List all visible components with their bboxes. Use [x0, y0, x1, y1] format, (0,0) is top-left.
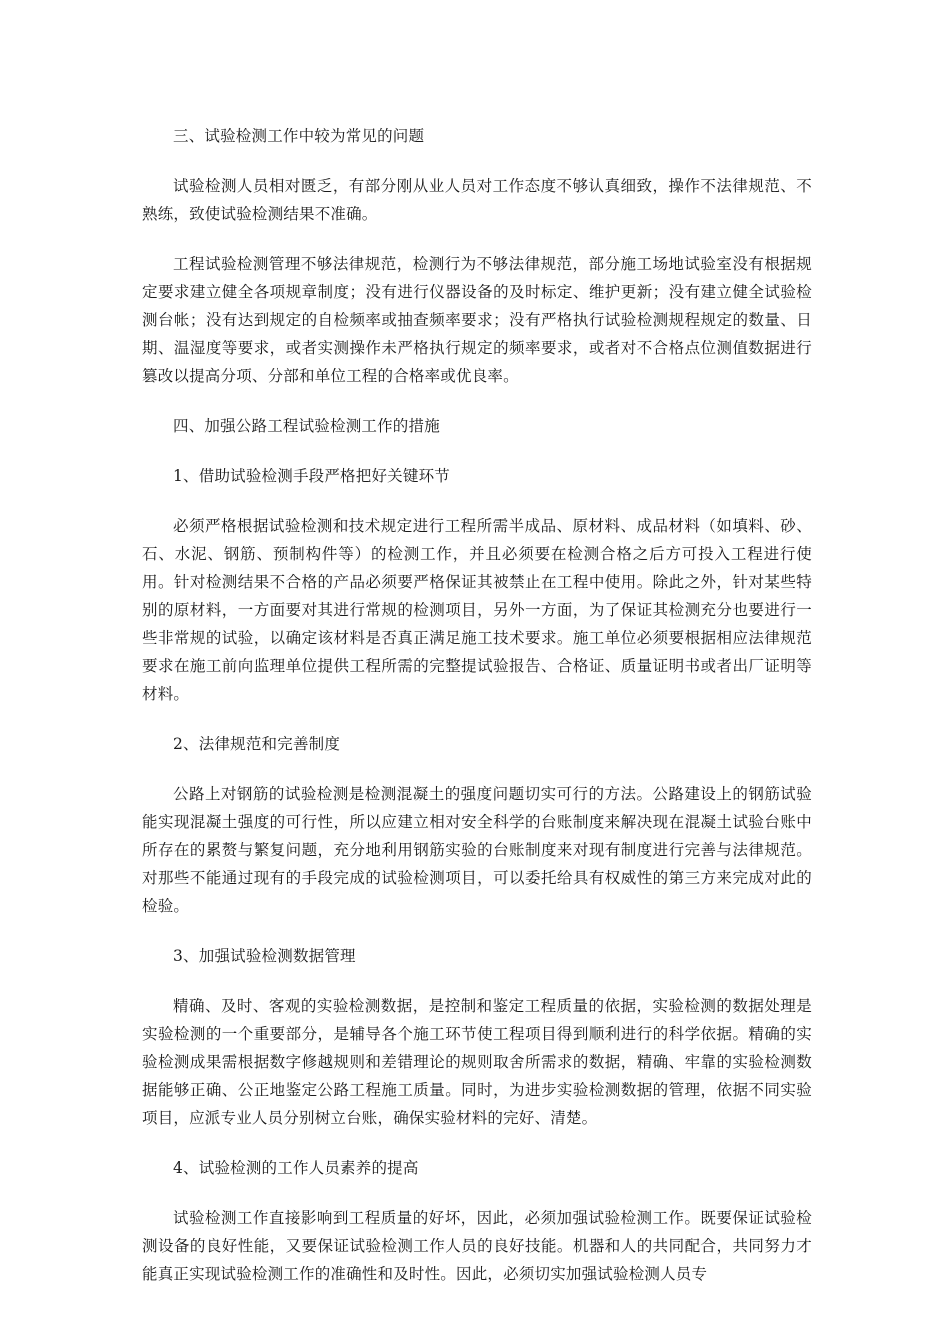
- subheading-1: 1、借助试验检测手段严格把好关键环节: [173, 467, 450, 485]
- section-heading-3: 三、试验检测工作中较为常见的问题: [173, 127, 425, 145]
- paragraph: 必须严格根据试验检测和技术规定进行工程所需半成品、原材料、成品材料（如填料、砂、石、水泥、钢筋、预制构件等）的检测工作，并且必须要在检测合格之后方可投入工程进行使用。针对检测结果不合格的产品必须要严格保证其被禁止在工程中使用。除此之外，针对某些特别的原材料，一方面要对其进行常规的检测项目，另外一方面，为了保证其检测充分也要进行一些非常规的试验，以确定该材料是否真正满足施工技术要求。施工单位必须要根据相应法律规范要求在施工前向监理单位提供工程所需的完整提试验报告、合格证、质量证明书或者出厂证明等材料。: [142, 517, 812, 703]
- section-heading-4: 四、加强公路工程试验检测工作的措施: [173, 417, 440, 435]
- subheading-3: 3、加强试验检测数据管理: [173, 947, 356, 965]
- paragraph: 试验检测工作直接影响到工程质量的好坏，因此，必须加强试验检测工作。既要保证试验检测设备的良好性能，又要保证试验检测工作人员的良好技能。机器和人的共同配合，共同努力才能真正实现试验检测工作的准确性和及时性。因此，必须切实加强试验检测人员专: [142, 1209, 812, 1283]
- paragraph: 试验检测人员相对匮乏，有部分刚从业人员对工作态度不够认真细致，操作不法律规范、不熟练，致使试验检测结果不准确。: [142, 177, 812, 223]
- subheading-2: 2、法律规范和完善制度: [173, 735, 341, 753]
- paragraph: 公路上对钢筋的试验检测是检测混凝土的强度问题切实可行的方法。公路建设上的钢筋试验能实现混凝土强度的可行性，所以应建立相对安全科学的台账制度来解决现在混凝土试验台账中所存在的累赘与繁复问题，充分地利用钢筋实验的台账制度来对现有制度进行完善与法律规范。对那些不能通过现有的手段完成的试验检测项目，可以委托给具有权威性的第三方来完成对此的检验。: [142, 785, 812, 915]
- paragraph: 精确、及时、客观的实验检测数据，是控制和鉴定工程质量的依据，实验检测的数据处理是实验检测的一个重要部分，是辅导各个施工环节使工程项目得到顺利进行的科学依据。精确的实验检测成果需根据数字修越规则和差错理论的规则取舍所需求的数据，精确、牢靠的实验检测数据能够正确、公正地鉴定公路工程施工质量。同时，为进步实验检测数据的管理，依据不同实验项目，应派专业人员分别树立台账，确保实验材料的完好、清楚。: [142, 997, 812, 1127]
- subheading-4: 4、试验检测的工作人员素养的提高: [173, 1159, 419, 1177]
- paragraph: 工程试验检测管理不够法律规范，检测行为不够法律规范，部分施工场地试验室没有根据规定要求建立健全各项规章制度；没有进行仪器设备的及时标定、维护更新；没有建立健全试验检测台帐；没有达到规定的自检频率或抽查频率要求；没有严格执行试验检测规程规定的数量、日期、温湿度等要求，或者实测操作未严格执行规定的频率要求，或者对不合格点位测值数据进行篡改以提高分项、分部和单位工程的合格率或优良率。: [142, 255, 812, 385]
- document-page: [142, 122, 812, 1310]
